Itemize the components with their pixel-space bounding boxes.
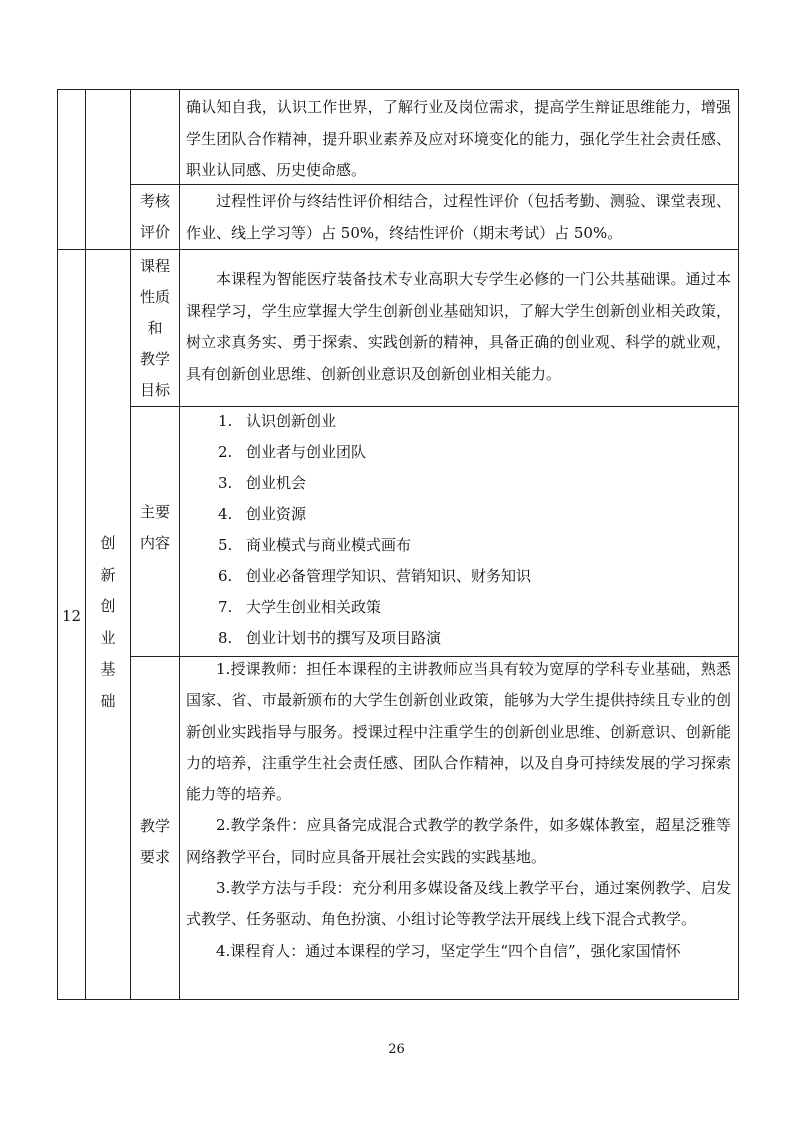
course-index-value: 12 (61, 607, 82, 625)
assessment-paragraph: 过程性评价与终结性评价相结合，过程性评价（包括考勤、测验、课堂表现、作业、线上学习等）占 50%，终结性评价（期末考试）占 50%。 (186, 192, 731, 242)
course-name-char-4: 业 (100, 628, 116, 647)
list-item: 6. 创业必备管理学知识、营销知识、财务知识 (218, 567, 532, 585)
course-name (86, 528, 130, 717)
table-border-bottom (57, 999, 739, 1000)
col-divider-3 (179, 89, 180, 1000)
table-border-top (57, 89, 739, 90)
assessment-label (131, 186, 179, 248)
course-name-char-6: 础 (100, 691, 116, 710)
course-name-char-2: 新 (100, 565, 116, 584)
course-index (58, 607, 85, 625)
assessment-text (186, 186, 731, 249)
course-name-char-5: 基 (100, 660, 116, 678)
list-item: 7. 大学生创业相关政策 (218, 598, 382, 616)
requirement-paragraph: 1.授课教师：担任本课程的主讲教师应当具有较为宽厚的学科专业基础，熟悉国家、省、市最新颁布的大学生创新创业政策，能够为大学生提供持续且专业的创新创业实践指导与服务。授课过程中注重学生的创新创业思维、创新意识、创新能力的培养，注重学生社会责任感、团队合作精神，以及自身可持续发展的学习探索能力等的培养。 (186, 660, 731, 804)
row-divider-course-12 (57, 249, 739, 250)
prev-objectives-text (186, 92, 731, 187)
nature-label-line-5: 目标 (139, 381, 170, 399)
course-name-char-3: 创 (100, 597, 116, 615)
list-item: 1. 认识创新创业 (218, 412, 337, 430)
list-item: 2. 创业者与创业团队 (218, 443, 367, 461)
list-item: 8. 创业计划书的撰写及项目路演 (218, 629, 442, 647)
list-item: 4. 创业资源 (218, 505, 307, 523)
nature-paragraph: 本课程为智能医疗装备技术专业高职大专学生必修的一门公共基础课。通过本课程学习，学生应掌握大学生创新创业基础知识，了解大学生创新创业相关政策，树立求真务实、勇于探索、实践创新的精神，具备正确的创业观、科学的就业观，具有创新创业思维、创新创业意识及创新创业相关能力。 (186, 270, 731, 383)
nature-text (186, 264, 731, 390)
nature-label-line-2: 性质 (139, 288, 170, 306)
list-item: 3. 创业机会 (218, 474, 307, 492)
requirements-text (186, 654, 731, 967)
prev-objectives-paragraph: 确认知自我，认识工作世界，了解行业及岗位需求，提高学生辩证思维能力，增强学生团队合作精神，提升职业素养及应对环境变化的能力，强化学生社会责任感、职业认同感、历史使命感。 (186, 98, 731, 179)
assessment-label-line-1: 考核 (139, 192, 170, 210)
content-label-line-1: 主要 (139, 503, 170, 521)
requirements-label (131, 811, 179, 873)
nature-label-line-4: 教学 (139, 350, 170, 368)
table-border-left (57, 89, 58, 1000)
nature-label-line-1: 课程 (139, 257, 170, 275)
table-border-right (738, 89, 739, 1000)
page-number: 26 (388, 1042, 405, 1057)
assessment-label-line-2: 评价 (139, 223, 170, 241)
requirement-paragraph: 4.课程育人：通过本课程的学习，坚定学生“四个自信”，强化家国情怀 (216, 941, 681, 960)
requirement-paragraph: 3.教学方法与手段：充分利用多媒设备及线上教学平台，通过案例教学、启发式教学、任务驱动、角色扮演、小组讨论等教学法开展线上线下混合式教学。 (186, 879, 731, 929)
content-label (131, 497, 179, 559)
content-list (218, 406, 728, 654)
nature-label-line-3: 和 (147, 319, 163, 337)
requirements-label-line-1: 教学 (139, 817, 170, 835)
requirements-label-line-2: 要求 (139, 848, 170, 866)
course-name-char-1: 创 (100, 534, 116, 552)
nature-label (131, 251, 179, 406)
requirement-paragraph: 2.教学条件：应具备完成混合式教学的教学条件，如多媒体教室，超星泛雅等网络教学平台，同时应具备开展社会实践的实践基地。 (186, 816, 731, 866)
list-item: 5. 商业模式与商业模式画布 (218, 536, 412, 554)
content-label-line-2: 内容 (139, 534, 170, 552)
